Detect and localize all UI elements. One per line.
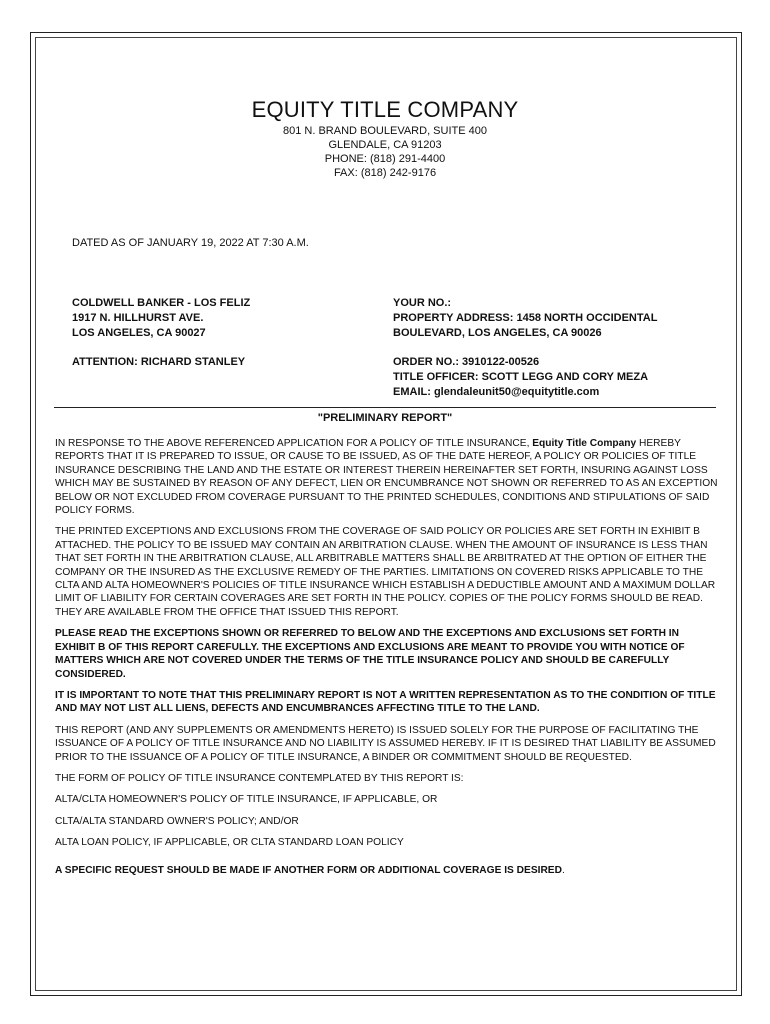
final-notice [55, 864, 719, 877]
final-notice-period: . [561, 864, 565, 876]
paragraph-4: IT IS IMPORTANT TO NOTE THAT THIS PRELIMINARY REPORT IS NOT A WRITTEN REPRESENTATION AS TO THE CONDITION OF TITLE AND MAY NOT LIST ALL LIENS, DEFECTS AND ENCUMBRANCES AFFECTING TITLE TO THE LAND. [55, 689, 716, 715]
letterhead [0, 96, 770, 180]
addressee-block [72, 296, 372, 370]
paragraph-1-rest: HEREBY REPORTS THAT IT IS PREPARED TO ISSUE, OR CAUSE TO BE ISSUED, AS OF THE DATE HEREOF, A POLICY OR POLICIES OF TITLE INSURANCE DESCRIBING THE LAND AND THE ESTATE OR INTEREST THEREIN HEREINAFTER SET FORTH, INSURING AGAINST LOSS WHICH MAY BE SUSTAINED BY REASON OF ANY DEFECT, LIEN OR ENCUMBRANCE NOT SHOWN OR REFERRED TO AS AN EXCEPTION BELOW OR NOT EXCLUDED FROM COVERAGE PURSUANT TO THE PRINTED SCHEDULES, CONDITIONS AND STIPULATIONS OF SAID POLICY FORMS. [55, 438, 718, 517]
final-notice-text: A SPECIFIC REQUEST SHOULD BE MADE IF ANOTHER FORM OR ADDITIONAL COVERAGE IS DESIRED [55, 864, 562, 876]
addressee-line3: LOS ANGELES, CA 90027 [72, 327, 206, 339]
policy-option-2: CLTA/ALTA STANDARD OWNER'S POLICY; AND/OR [55, 815, 299, 827]
paragraph-3: PLEASE READ THE EXCEPTIONS SHOWN OR REFERRED TO BELOW AND THE EXCEPTIONS AND EXCLUSIONS SET FORTH IN EXHIBIT B OF THIS REPORT CAREFULLY. THE EXCEPTIONS AND EXCLUSIONS ARE MEANT TO PROVIDE YOU WITH NOTICE OF MATTERS WHICH ARE NOT COVERED UNDER THE TERMS OF THE TITLE INSURANCE POLICY AND SHOULD BE CAREFULLY CONSIDERED. [55, 628, 685, 680]
paragraph-1 [55, 437, 719, 517]
company-address-line1: 801 N. BRAND BOULEVARD, SUITE 400 [283, 125, 487, 137]
company-name-inline: Equity Title Company [532, 438, 637, 449]
policy-option-3: ALTA LOAN POLICY, IF APPLICABLE, OR CLTA STANDARD LOAN POLICY [55, 837, 404, 849]
email: EMAIL: glendaleunit50@equitytitle.com [393, 386, 600, 398]
paragraph-5: THIS REPORT (AND ANY SUPPLEMENTS OR AMENDMENTS HERETO) IS ISSUED SOLELY FOR THE PURPOSE OF FACILITATING THE ISSUANCE OF A POLICY OF TITLE INSURANCE AND NO LIABILITY IS ASSUMED HEREBY. IF IT IS DESIRED THAT LIABILITY BE ASSUMED PRIOR TO THE ISSUANCE OF A POLICY OF TITLE INSURANCE, A BINDER OR COMMITMENT SHOULD BE REQUESTED. [55, 724, 716, 763]
addressee-line1: COLDWELL BANKER - LOS FELIZ [72, 297, 251, 309]
order-no: ORDER NO.: 3910122-00526 [393, 356, 540, 368]
dated-line: DATED AS OF JANUARY 19, 2022 AT 7:30 A.M. [72, 237, 309, 249]
addressee-line2: 1917 N. HILLHURST AVE. [72, 312, 204, 324]
property-address-line2: BOULEVARD, LOS ANGELES, CA 90026 [393, 327, 602, 339]
attention-line: ATTENTION: RICHARD STANLEY [72, 356, 246, 368]
report-title: "PRELIMINARY REPORT" [317, 412, 453, 424]
property-address-line1: PROPERTY ADDRESS: 1458 NORTH OCCIDENTAL [393, 312, 658, 324]
reference-block [393, 296, 723, 400]
paragraph-6: THE FORM OF POLICY OF TITLE INSURANCE CONTEMPLATED BY THIS REPORT IS: [55, 772, 464, 784]
company-phone: PHONE: (818) 291-4400 [324, 153, 446, 165]
company-fax: FAX: (818) 242-9176 [333, 167, 437, 179]
company-name: EQUITY TITLE COMPANY [251, 97, 519, 122]
title-officer: TITLE OFFICER: SCOTT LEGG AND CORY MEZA [393, 371, 649, 383]
paragraph-1-start: IN RESPONSE TO THE ABOVE REFERENCED APPLICATION FOR A POLICY OF TITLE INSURANCE, [55, 438, 533, 449]
paragraph-2: THE PRINTED EXCEPTIONS AND EXCLUSIONS FROM THE COVERAGE OF SAID POLICY OR POLICIES ARE SET FORTH IN EXHIBIT B ATTACHED. THE POLICY TO BE ISSUED MAY CONTAIN AN ARBITRATION CLAUSE. WHEN THE AMOUNT OF INSURANCE IS LESS THAN THAT SET FORTH IN THE ARBITRATION CLAUSE, ALL ARBITRABLE MATTERS SHALL BE ARBITRATED AT THE OPTION OF EITHER THE COMPANY OR THE INSURED AS THE EXCLUSIVE REMEDY OF THE PARTIES. LIMITATIONS ON COVERED RISKS APPLICABLE TO THE CLTA AND ALTA HOMEOWNER'S POLICIES OF TITLE INSURANCE WHICH ESTABLISH A DEDUCTIBLE AMOUNT AND A MAXIMUM DOLLAR LIMIT OF LIABILITY FOR CERTAIN COVERAGES ARE SET FORTH IN THE POLICY. COPIES OF THE POLICY FORMS SHOULD BE READ. THEY ARE AVAILABLE FROM THE OFFICE THAT ISSUED THIS REPORT. [55, 526, 716, 618]
divider [54, 407, 716, 408]
policy-option-1: ALTA/CLTA HOMEOWNER'S POLICY OF TITLE INSURANCE, IF APPLICABLE, OR [55, 794, 438, 806]
company-address-line2: GLENDALE, CA 91203 [328, 139, 442, 151]
your-no: YOUR NO.: [393, 297, 452, 309]
report-body [55, 437, 719, 885]
